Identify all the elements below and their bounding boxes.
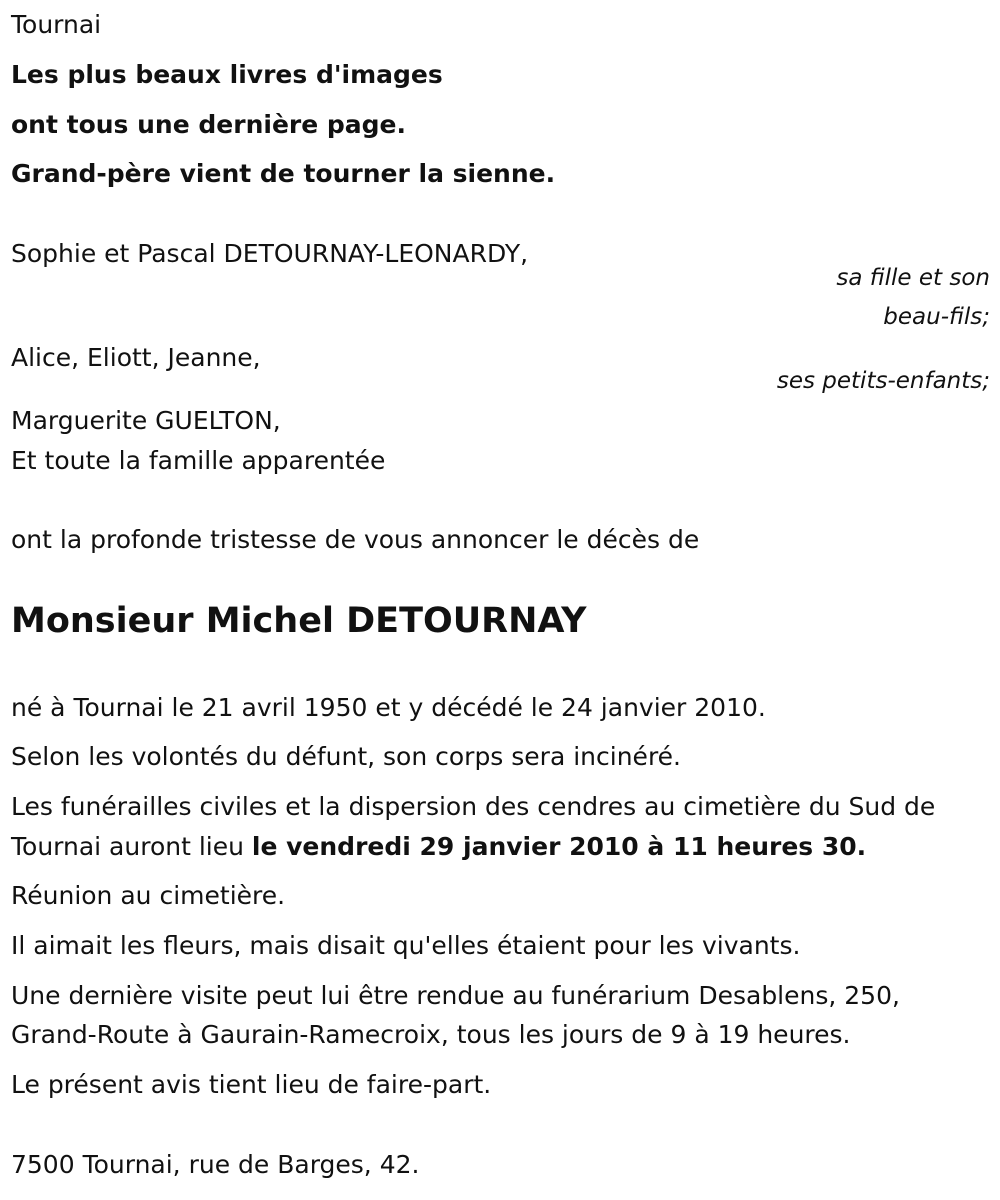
footer-address: 7500 Tournai, rue de Barges, 42.	[11, 1150, 420, 1179]
daughter-role-line-2: beau-fils;	[883, 304, 990, 330]
visit-line-1: Une dernière visite peut lui être rendue au funérarium Desablens, 250,	[11, 981, 900, 1010]
meeting-line: Réunion au cimetière.	[11, 881, 286, 910]
funeral-line-2	[11, 832, 866, 862]
funeral-line-2-prefix: Tournai auront lieu	[11, 832, 252, 861]
family-line: Et toute la famille apparentée	[11, 446, 386, 475]
cremation-line: Selon les volontés du défunt, son corps sera incinéré.	[11, 742, 681, 771]
grandchildren-names: Alice, Eliott, Jeanne,	[11, 343, 261, 372]
daughter-names: Sophie et Pascal DETOURNAY-LEONARDY,	[11, 239, 529, 268]
notice-line: Le présent avis tient lieu de faire-part.	[11, 1070, 492, 1099]
funeral-date-time: le vendredi 29 janvier 2010 à 11 heures 30.	[251, 832, 867, 861]
other-relative-name: Marguerite GUELTON,	[11, 406, 281, 435]
funeral-line-1: Les funérailles civiles et la dispersion des cendres au cimetière du Sud de	[11, 792, 936, 821]
quote-line-3: Grand-père vient de tourner la sienne.	[11, 159, 556, 188]
visit-line-2: Grand-Route à Gaurain-Ramecroix, tous les jours de 9 à 19 heures.	[11, 1020, 851, 1049]
grandchildren-role: ses petits-enfants;	[776, 368, 990, 394]
daughter-role-line-1: sa fille et son	[836, 265, 990, 291]
announcement-intro: ont la profonde tristesse de vous annoncer le décès de	[11, 525, 700, 554]
quote-line-2: ont tous une dernière page.	[11, 110, 406, 139]
deceased-name: Monsieur Michel DETOURNAY	[11, 601, 587, 641]
city-heading: Tournai	[11, 10, 102, 39]
quote-line-1: Les plus beaux livres d'images	[11, 60, 443, 89]
flowers-line: Il aimait les fleurs, mais disait qu'elles étaient pour les vivants.	[11, 931, 801, 960]
birth-death-line: né à Tournai le 21 avril 1950 et y décédé le 24 janvier 2010.	[11, 693, 766, 722]
